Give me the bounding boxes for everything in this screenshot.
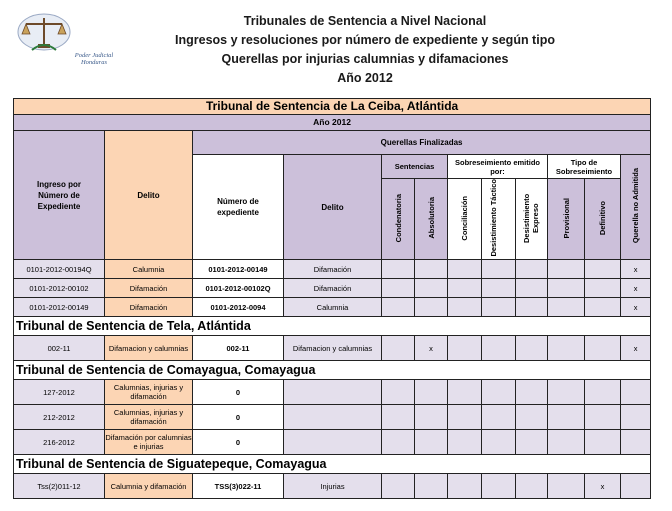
- cell-delito2: [284, 405, 382, 430]
- cell-delito2: [284, 380, 382, 405]
- cell-mark: [548, 336, 585, 361]
- cell-mark: [482, 298, 516, 317]
- cell-mark: [548, 405, 585, 430]
- cell-mark: [516, 298, 548, 317]
- cell-mark: [585, 279, 621, 298]
- title-line-4: Año 2012: [337, 71, 393, 85]
- cell-delito2: Injurias: [284, 474, 382, 499]
- cell-mark: [548, 298, 585, 317]
- group-tipo-sobreseimiento: Tipo de Sobreseimiento: [548, 155, 621, 179]
- group-sobreseimiento: Sobreseimiento emitido por:: [448, 155, 548, 179]
- cell-mark: [482, 474, 516, 499]
- sub-definitivo: Definitivo: [585, 179, 621, 260]
- cell-mark: [448, 298, 482, 317]
- comayagua-title: Tribunal de Sentencia de Comayagua, Comayagua: [14, 361, 651, 380]
- sub-provisional: Provisional: [548, 179, 585, 260]
- cell-mark: x: [621, 336, 651, 361]
- cell-mark: [482, 405, 516, 430]
- cell-mark: [382, 430, 415, 455]
- cell-mark: [548, 260, 585, 279]
- cell-mark: [482, 336, 516, 361]
- cell-numero: 0101-2012-00102Q: [193, 279, 284, 298]
- cell-mark: [516, 336, 548, 361]
- cell-mark: [621, 405, 651, 430]
- table-row: [14, 279, 651, 298]
- report-titles: [110, 12, 620, 88]
- cell-delito2: Difamación: [284, 279, 382, 298]
- table-row: [14, 405, 651, 430]
- cell-mark: [516, 430, 548, 455]
- cell-mark: x: [585, 474, 621, 499]
- cell-mark: [415, 298, 448, 317]
- cell-delito2: Difamacion y calumnias: [284, 336, 382, 361]
- cell-delito: Difamación: [105, 279, 193, 298]
- cell-mark: [621, 380, 651, 405]
- cell-mark: [585, 380, 621, 405]
- table-row: [14, 260, 651, 279]
- cell-ingreso: 002-11: [14, 336, 105, 361]
- cell-delito: Calumnia y difamación: [105, 474, 193, 499]
- cell-mark: [585, 298, 621, 317]
- cell-mark: [448, 336, 482, 361]
- cell-ingreso: 0101-2012-00194Q: [14, 260, 105, 279]
- cell-delito: Difamación: [105, 298, 193, 317]
- title-line-2: Ingresos y resoluciones por número de expediente y según tipo: [175, 33, 555, 47]
- cell-mark: [482, 260, 516, 279]
- sub-condenatoria: Condenatoria: [382, 179, 415, 260]
- cell-mark: [382, 279, 415, 298]
- cell-mark: [448, 279, 482, 298]
- cell-numero: 002-11: [193, 336, 284, 361]
- tela-section-row: [14, 317, 651, 336]
- cell-mark: [621, 430, 651, 455]
- col-delito-header: Delito: [105, 131, 193, 260]
- cell-mark: [516, 474, 548, 499]
- cell-mark: [548, 279, 585, 298]
- cell-mark: [516, 279, 548, 298]
- cell-numero: 0: [193, 405, 284, 430]
- sub-desistimiento-expreso: Desistimiento Expreso: [516, 179, 548, 260]
- comayagua-section-row: [14, 361, 651, 380]
- col-delito2-header: Delito: [284, 155, 382, 260]
- cell-mark: [448, 380, 482, 405]
- cell-delito2: Calumnia: [284, 298, 382, 317]
- tribunal-header-la-ceiba: Tribunal de Sentencia de La Ceiba, Atlántida: [14, 99, 651, 115]
- sub-desistimiento-tactico: Desistimiento Táctico: [482, 179, 516, 260]
- cell-mark: [448, 474, 482, 499]
- querellas-finalizadas-header: Querellas Finalizadas: [193, 131, 651, 155]
- cell-mark: [415, 405, 448, 430]
- cell-delito: Difamacion y calumnias: [105, 336, 193, 361]
- cell-ingreso: 212-2012: [14, 405, 105, 430]
- cell-mark: [448, 260, 482, 279]
- cell-mark: x: [415, 336, 448, 361]
- cell-numero: 0101-2012-00149: [193, 260, 284, 279]
- cell-mark: [516, 380, 548, 405]
- siguatepeque-section-row: [14, 455, 651, 474]
- cell-mark: [448, 405, 482, 430]
- cell-numero: 0101-2012-0094: [193, 298, 284, 317]
- title-line-3: Querellas por injurias calumnias y difamaciones: [221, 52, 509, 66]
- cell-mark: [448, 430, 482, 455]
- cell-mark: [482, 430, 516, 455]
- cell-mark: [415, 260, 448, 279]
- cell-mark: [482, 380, 516, 405]
- poder-judicial-logo: [14, 10, 124, 70]
- cell-delito2: Difamación: [284, 260, 382, 279]
- col-numero-header: Número de expediente: [193, 155, 284, 260]
- table-row: [14, 380, 651, 405]
- cell-mark: [382, 405, 415, 430]
- cell-mark: [382, 298, 415, 317]
- querellas-table: [13, 98, 651, 499]
- cell-delito2: [284, 430, 382, 455]
- table-row: [14, 336, 651, 361]
- cell-delito: Difamación por calumnias e injurias: [105, 430, 193, 455]
- logo-text: Poder Judicial Honduras: [74, 52, 114, 66]
- cell-mark: [415, 474, 448, 499]
- sub-querella-no-admitida: Querella no Admitida: [621, 155, 651, 260]
- year-header: Año 2012: [14, 115, 651, 131]
- cell-mark: x: [621, 298, 651, 317]
- cell-numero: 0: [193, 380, 284, 405]
- cell-mark: [382, 474, 415, 499]
- cell-delito: Calumnia: [105, 260, 193, 279]
- sub-conciliacion: Conciliación: [448, 179, 482, 260]
- scales-of-justice-icon: [14, 10, 74, 58]
- cell-mark: [585, 405, 621, 430]
- cell-mark: [415, 430, 448, 455]
- cell-mark: [516, 260, 548, 279]
- cell-mark: [482, 279, 516, 298]
- cell-mark: [621, 474, 651, 499]
- cell-delito: Calumnias, injurias y difamación: [105, 405, 193, 430]
- cell-ingreso: 216-2012: [14, 430, 105, 455]
- cell-numero: TSS(3)022-11: [193, 474, 284, 499]
- group-sentencias: Sentencias: [382, 155, 448, 179]
- cell-mark: [382, 260, 415, 279]
- cell-mark: [548, 430, 585, 455]
- table-row: [14, 298, 651, 317]
- cell-mark: [548, 474, 585, 499]
- cell-mark: [382, 380, 415, 405]
- cell-ingreso: 0101-2012-00102: [14, 279, 105, 298]
- cell-ingreso: Tss(2)011-12: [14, 474, 105, 499]
- table-row: [14, 430, 651, 455]
- sub-absolutoria: Absolutoria: [415, 179, 448, 260]
- cell-mark: [516, 405, 548, 430]
- cell-mark: [415, 380, 448, 405]
- siguatepeque-title: Tribunal de Sentencia de Siguatepeque, Comayagua: [14, 455, 651, 474]
- cell-numero: 0: [193, 430, 284, 455]
- title-line-1: Tribunales de Sentencia a Nivel Nacional: [243, 14, 487, 28]
- cell-mark: [548, 380, 585, 405]
- table-row: [14, 474, 651, 499]
- cell-mark: [585, 336, 621, 361]
- tela-title: Tribunal de Sentencia de Tela, Atlántida: [14, 317, 651, 336]
- cell-mark: [585, 260, 621, 279]
- cell-ingreso: 0101-2012-00149: [14, 298, 105, 317]
- cell-delito: Calumnias, injurias y difamación: [105, 380, 193, 405]
- cell-mark: [415, 279, 448, 298]
- table-body: [14, 99, 651, 499]
- cell-mark: x: [621, 279, 651, 298]
- cell-ingreso: 127-2012: [14, 380, 105, 405]
- cell-mark: [585, 430, 621, 455]
- cell-mark: x: [621, 260, 651, 279]
- col-ingreso-header: Ingreso por Número de Expediente: [14, 131, 105, 260]
- cell-mark: [382, 336, 415, 361]
